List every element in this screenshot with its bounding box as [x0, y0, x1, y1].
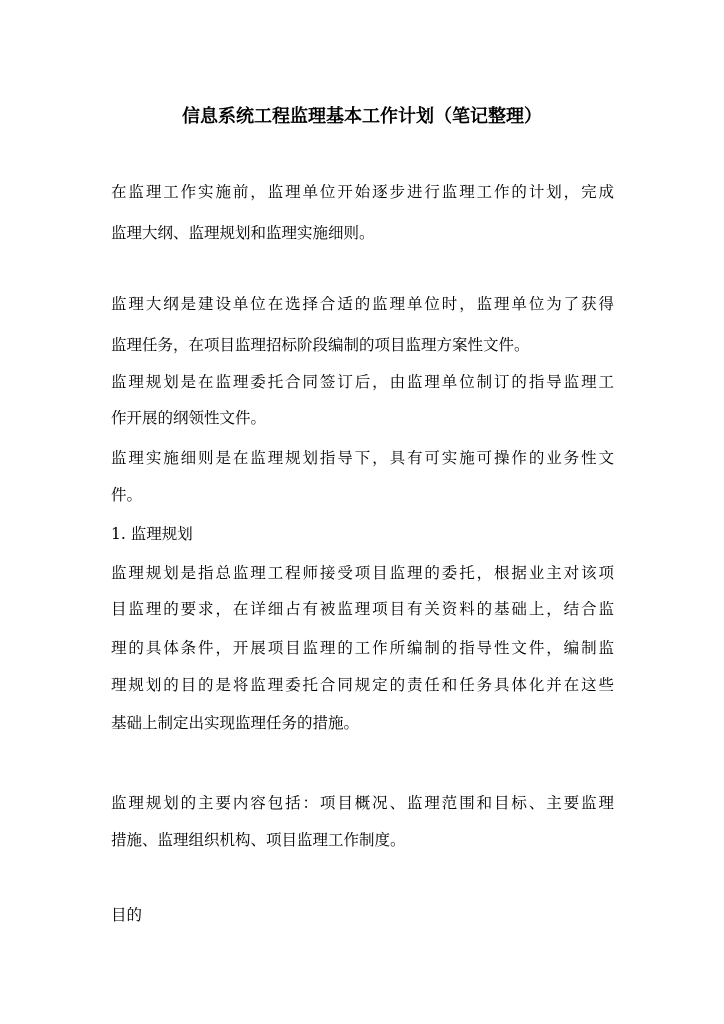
- paragraph-line: 理规划的目的是将监理委托合同规定的责任和任务具体化并在这些: [111, 676, 614, 694]
- paragraph-line: 监理大纲是建设单位在选择合适的监理单位时，监理单位为了获得: [111, 295, 614, 313]
- section-heading: 1. 监理规划: [111, 525, 193, 543]
- paragraph-line: 目监理的要求，在详细占有被监理项目有关资料的基础上，结合监: [111, 600, 614, 618]
- paragraph-line: 监理大纲、监理规划和监理实施细则。: [111, 224, 375, 242]
- paragraph-line: 在监理工作实施前，监理单位开始逐步进行监理工作的计划，完成: [111, 183, 614, 201]
- paragraph-line: 目的: [111, 906, 143, 924]
- paragraph-line: 件。: [111, 486, 143, 504]
- paragraph-line: 监理任务，在项目监理招标阶段编制的项目监理方案性文件。: [111, 336, 530, 354]
- paragraph-line: 作开展的纲领性文件。: [111, 409, 267, 427]
- paragraph-line: 理的具体条件，开展项目监理的工作所编制的指导性文件，编制监: [111, 639, 614, 657]
- paragraph-line: 监理实施细则是在监理规划指导下，具有可实施可操作的业务性文: [111, 449, 614, 467]
- paragraph-line: 监理规划是指总监理工程师接受项目监理的委托，根据业主对该项: [111, 564, 614, 582]
- paragraph-line: 监理规划的主要内容包括：项目概况、监理范围和目标、主要监理: [111, 794, 614, 812]
- document-title: 信息系统工程监理基本工作计划（笔记整理）: [182, 106, 542, 127]
- paragraph-line: 基础上制定出实现监理任务的措施。: [111, 714, 360, 732]
- paragraph-line: 监理规划是在监理委托合同签订后，由监理单位制订的指导监理工: [111, 373, 614, 391]
- paragraph-line: 措施、监理组织机构、项目监理工作制度。: [111, 831, 406, 849]
